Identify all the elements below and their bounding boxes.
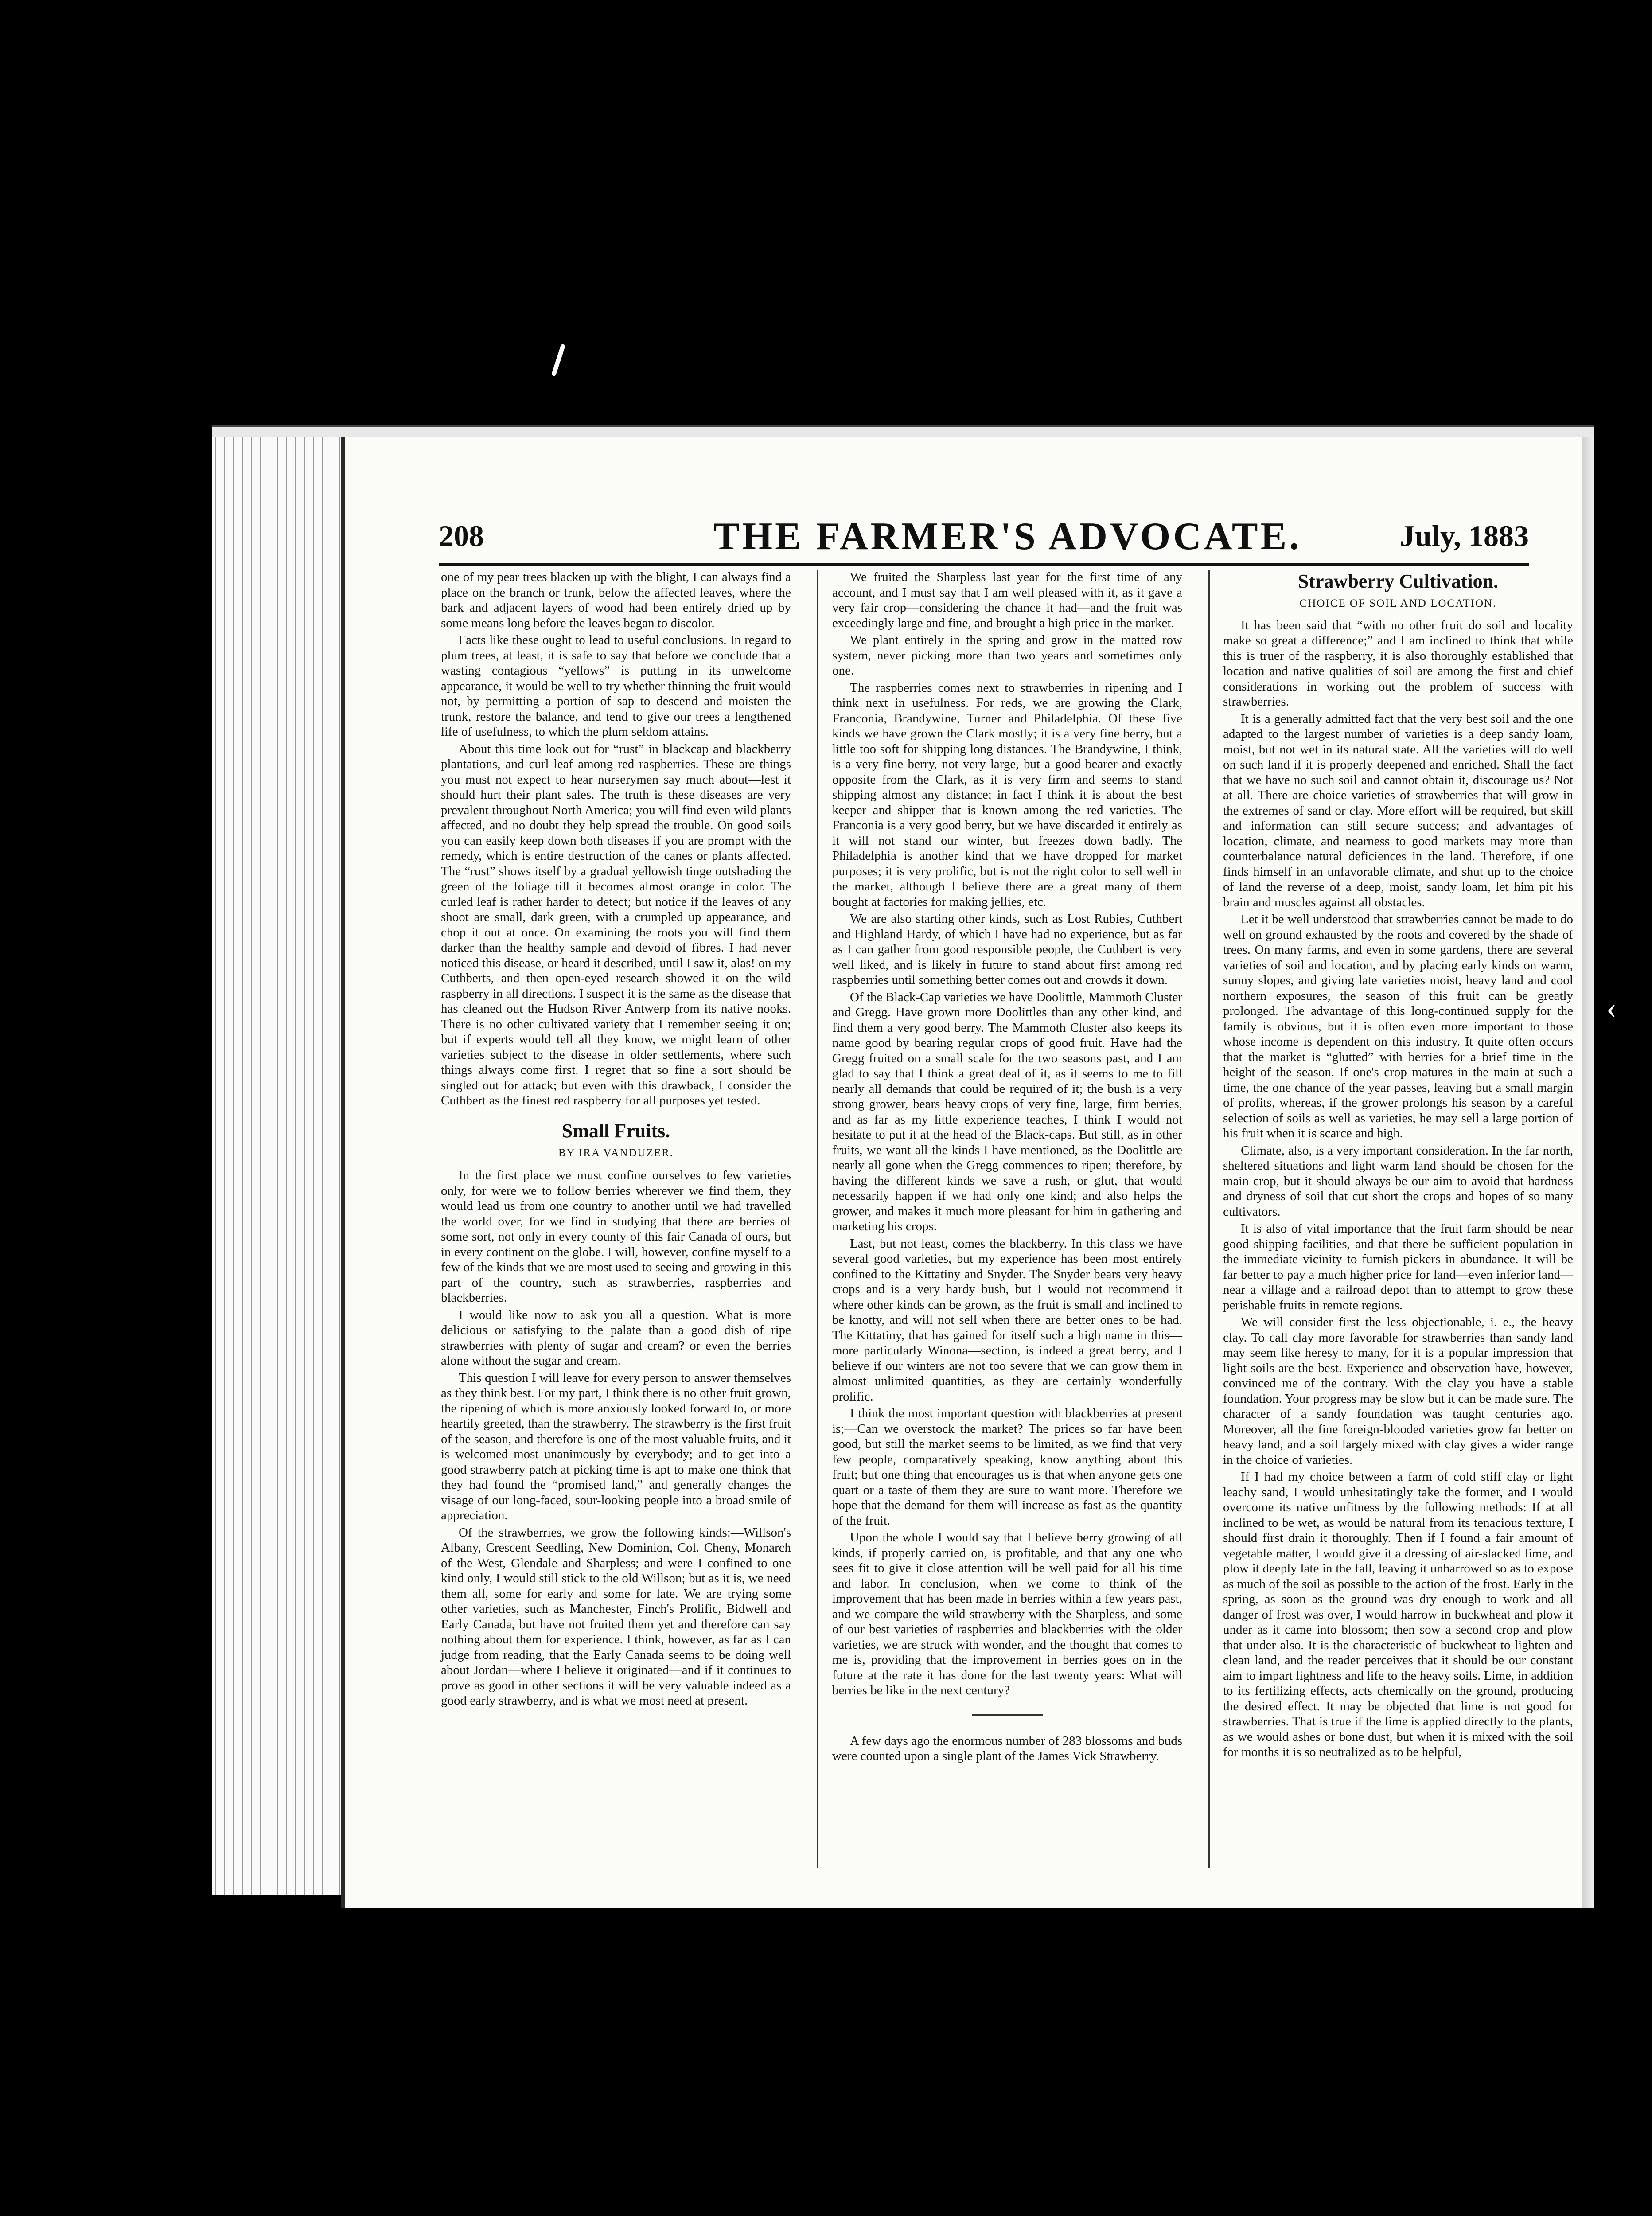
paragraph: It is a generally admitted fact that the very best soil and the one adapted to the largest number of varieties is a deep sandy loam, moist, but not wet in its natural state. All the varieties will do well on such land if it is properly deepened and enriched. Shall the fact that we have no such soil and cannot obtain it, discourage us? Not at all. There are choice varieties of strawberries that will grow in the extremes of sand or clay. More effort will be required, but skill and information can still secure success; and advantages of location, climate, and nearness to good markets may more than counterbalance natural deficiences in the land. Therefore, if one finds himself in an unfavorable climate, and shut up to the choice of land the reverse of a deep, moist, sandy loam, let him pit his brain and muscles against all obstacles. (1223, 711, 1573, 909)
page-right-edge (1582, 437, 1594, 1908)
book-binding (212, 437, 347, 1895)
article-title: Small Fruits. (561, 1120, 670, 1142)
paragraph: I think the most important question with blackberries at present is;—Can we overstock the market? The prices so far have been good, but still the market seems to be limited, as we find that very few people, comparatively speaking, know anything about this fruit; but one thing that encourages us is that when anyone gets one quart or a taste of them they are sure to want more. Therefore we hope that the demand for them will increase as fast as the quantity of the fruit. (832, 1406, 1182, 1528)
masthead-rule (439, 563, 1529, 566)
column-2 (832, 570, 1182, 1766)
paragraph: We plant entirely in the spring and grow in the matted row system, never picking more than two years and sometimes only one. (832, 633, 1182, 678)
paragraph: Last, but not least, comes the blackberry. In this class we have several good varieties, but my experience has been most entirely confined to the Kittatiny and Snyder. The Snyder bears very heavy crops and is a very hardy bush, but I would not recommend it where other kinds can be grown, as the fruit is small and inclined to be knotty, and will not sell when there are better ones to be had. The Kittatiny, that has gained for itself such a high name in this—more particularly Winona—section, is indeed a great berry, and I believe if our winters are not too severe that we can grow them in almost unlimited quantities, as they are certainly wonderfully prolific. (832, 1236, 1182, 1404)
paragraph: This question I will leave for every person to answer themselves as they think best. For my part, I think there is no other fruit grown, the ripening of which is more anxiously looked forward to, or more heartily greeted, than the strawberry. The strawberry is the first fruit of the season, and therefore is one of the most valuable fruits, and it is welcomed most unanimously by everybody; and to get into a good strawberry patch at picking time is apt to make one think that they had found the “promised land,” and generally changes the visage of our long-faced, sour-looking people into a broad smile of appreciation. (441, 1370, 791, 1522)
column-rule (1208, 570, 1210, 1868)
paragraph: Upon the whole I would say that I believe berry growing of all kinds, if properly carried on, is profitable, and that any one who sees fit to give it close attention will be well paid for all his time and labor. In conclusion, when we come to think of the improvement that has been made in berries within a few years past, and we compare the wild strawberry with the Sharpless, and some of our best varieties of raspberries and blackberries with the older varieties, we are struck with wonder, and the thought that comes to me is, providing that the improvement in berries goes on in the future at the rate it has done for the last twenty years: What will berries be like in the next century? (832, 1530, 1182, 1697)
issue-date: July, 1883 (1400, 519, 1529, 553)
column-1 (441, 570, 791, 1710)
paragraph: one of my pear trees blacken up with the blight, I can always find a place on the branch or trunk, below the affected leaves, where the bark and adjacent layers of wood had been entirely dried up by some means long before the leaves began to discolor. (441, 570, 791, 630)
paragraph: I would like now to ask you all a question. What is more delicious or satisfying to the palate than a good dish of ripe strawberries with plenty of sugar and cream? or even the berries alone without the sugar and cream. (441, 1307, 791, 1368)
column-3 (1223, 570, 1573, 1762)
paragraph: We will consider first the less objectionable, i. e., the heavy clay. To call clay more favorable for strawberries than sandy land may seem like heresy to many, for it is a popular impression that light soils are the best. Experience and observation have, however, convinced me of the contrary. With the clay you have a stable foundation. Your progress may be slow but it can be made sure. The character of a sandy foundation was taught centuries ago. Moreover, all the fine foreign-blooded varieties grow far better on heavy land, and a soil largely mixed with clay gives a wider range in the choice of varieties. (1223, 1315, 1573, 1467)
paragraph: Let it be well understood that strawberries cannot be made to do well on ground exhausted by the roots and covered by the shade of trees. On many farms, and even in some gardens, there are several varieties of soil and location, and by placing early kinds on warm, sunny slopes, and giving late varieties moist, heavy land and cool northern exposures, the season of this fruit can be greatly prolonged. The advantage of this long-continued supply for the family is obvious, but it is often even more important to those whose income is dependent on this industry. It quite often occurs that the market is “glutted” with berries for a brief time in the height of the season. If one's crop matures in the main at such a time, the one chance of the year passes, leaving but a small margin of profits, whereas, if the grower prolongs his season by a careful selection of soils as well as varieties, he may sell a large portion of his fruit when it is scarce and high. (1223, 912, 1573, 1140)
paragraph: About this time look out for “rust” in blackcap and blackberry plantations, and curl leaf among red raspberries. These are things you must not expect to hear nurserymen say much about—lest it should hurt their plant sales. The truth is these diseases are very prevalent throughout North America; you will find even wild plants affected, and no doubt they help spread the trouble. On good soils you can easily keep down both diseases if you are prompt with the remedy, which is entire destruction of the canes or plants affected. The “rust” shows itself by a gradual yellowish tinge outshading the green of the foliage till it becomes almost orange in color. The curled leaf is rather harder to detect; but notice if the leaves of any shoot are small, dark green, with a crumpled up appearance, and chop it out at once. On examining the roots you will find them darker than the healthy sample and devoid of fibres. I had never noticed this disease, or heard it described, until I saw it, alas! on my Cuthberts, and then open-eyed research showed it on the wild raspberry in all directions. I suspect it is the same as the disease that has cleaned out the Hudson River Antwerp from its native nooks. There is no other cultivated variety that I remember seeing it on; but if experts would tell all they know, we might learn of other varieties subject to the disease in older settlements, where such things always come first. I regret that so fine a sort should be singled out for attack; but even with this drawback, I consider the Cuthbert as the finest red raspberry for all purposes yet tested. (441, 741, 791, 1108)
masthead (439, 510, 1529, 563)
article-byline: BY IRA VANDUZER. (558, 1147, 674, 1159)
paragraph: We fruited the Sharpless last year for the first time of any account, and I must say that I am well pleased with it, as it gave a very fair crop—considering the chance it had—and the fruit was exceedingly large and fine, and brought a high price in the market. (832, 570, 1182, 630)
paragraph: We are also starting other kinds, such as Lost Rubies, Cuthbert and Highland Hardy, of which I have had no experience, but as far as I can gather from good responsible people, the Cuthbert is very well liked, and is likely in future to stand about first among red raspberries until something better comes out and crowds it down. (832, 912, 1182, 987)
paragraph: If I had my choice between a farm of cold stiff clay or light leachy sand, I would unhesitatingly take the former, and I would overcome its native unfitness by the following methods: If at all inclined to be wet, as would be natural from its tenacious texture, I should first drain it thoroughly. Then if I found a fair amount of vegetable matter, I would give it a dressing of air-slacked lime, and plow it deeply late in the fall, leaving it unharrowed so as to expose as much of the soil as possible to the action of the frost. Early in the spring, as soon as the ground was dry enough to work and all danger of frost was over, I would harrow in buckwheat and plow it under as it came into blossom; then sow a second crop and plow that under also. It is the characteristic of buckwheat to lighten and clean land, and the reader perceives that it should be our constant aim to impart lightness and life to the heavy soils. Lime, in addition to its fertilizing effects, acts chemically on the ground, producing the desired effect. It may be objected that lime is not good for strawberries. That is true if the lime is applied directly to the plants, as we would ashes or bone dust, but when it is mixed with the soil for months it is so neutralized as to be helpful, (1223, 1470, 1573, 1759)
page-number: 208 (439, 519, 484, 553)
article-title: Strawberry Cultivation. (1297, 570, 1499, 592)
paragraph: It has been said that “with no other fruit do soil and locality make so great a difference;” and I am inclined to think that while this is truer of the raspberry, it is also thoroughly established that location and native qualities of soil are among the first and chief considerations in working out the problem of success with strawberries. (1223, 618, 1573, 709)
column-rule (817, 570, 818, 1868)
paragraph: Of the strawberries, we grow the following kinds:—Willson's Albany, Crescent Seedling, New Dominion, Col. Cheny, Monarch of the West, Glendale and Sharpless; and were I confined to one kind only, I would still stick to the old Willson; but as it is, we need them all, some for early and some for late. We are trying some other varieties, such as Manchester, Finch's Prolific, Bidwell and Early Canada, but have not fruited them yet and therefore can say nothing about them for experience. I think, however, as far as I can judge from reading, that the Early Canada seems to be doing well about Jordan—where I believe it originated—and if it continues to prove as good in other sections it will be very valuable indeed as a good early strawberry, and is what we most need at present. (441, 1525, 791, 1708)
paragraph: The raspberries comes next to strawberries in ripening and I think next in usefulness. For reds, we are growing the Clark, Franconia, Brandywine, Turner and Philadelphia. Of these five kinds we have grown the Clark mostly; it is a very fine berry, but a little too soft for shipping long distances. The Brandywine, I think, is a very fine berry, not very large, but a good bearer and exactly opposite from the Clark, as it is very firm and seems to stand shipping almost any distance; in fact I think it is about the best keeper and shipper that is known among the red varieties. The Franconia is a very good berry, but we have discarded it entirely as it will not stand our winter, but freezes down badly. The Philadelphia is another kind that we have dropped for market purposes; it is very prolific, but is not the right color to sell well in the market, although I believe there are a great many of them bought at factories for making jellies, etc. (832, 680, 1182, 909)
journal-title: THE FARMER'S ADVOCATE. (713, 515, 1302, 558)
stray-mark (551, 343, 566, 376)
article-subhead: CHOICE OF SOIL AND LOCATION. (1299, 597, 1497, 609)
paragraph: Of the Black-Cap varieties we have Doolittle, Mammoth Cluster and Gregg. Have grown more Doolittles than any other kind, and find them a very good berry. The Mammoth Cluster also keeps its name good by bearing regular crops of good fruit. Have had the Gregg fruited on a small scale for the two seasons past, and I am glad to say that I think a great deal of it, as it seems to me to fill nearly all demands that could be required of it; the bush is a very strong grower, bears heavy crops of very fine, large, firm berries, and as far as my little experience teaches, I think I would not hesitate to put it at the head of the Black-caps. But still, as in other fruits, we want all the kinds I have mentioned, as the Doolittle are nearly all gone when the Gregg commences to ripen; therefore, by having the different kinds we save a rush, or glut, that would necessarily happen if we had only one kind; and also helps the grower, and makes it much more pleasant for him in gathering and marketing his crops. (832, 990, 1182, 1233)
paragraph: It is also of vital importance that the fruit farm should be near good shipping facilities, and that there be sufficient population in the immediate vicinity to furnish pickers in abundance. It will be far better to pay a much higher price for land—even inferior land—near a village and a railroad depot than to attempt to grow these perishable fruits in remote regions. (1223, 1221, 1573, 1312)
paragraph: Facts like these ought to lead to useful conclusions. In regard to plum trees, at least, it is safe to say that before we conclude that a wasting contagious “yellows” is putting in its unwelcome appearance, it would be well to try whether thinning the fruit would not, by permitting a portion of sap to descend and moisten the trunk, restore the balance, and tend to give our trees a lengthened life of usefulness, to which the plum seldom attains. (441, 633, 791, 739)
paragraph: Climate, also, is a very important consideration. In the far north, sheltered situations and light warm land should be chosen for the main crop, but it should always be our aim to avoid that hardness and dryness of soil that cut short the crops and hopes of so many cultivators. (1223, 1143, 1573, 1219)
margin-mark: ‹ (1606, 991, 1617, 1025)
note-paragraph: A few days ago the enormous number of 283 blossoms and buds were counted upon a single plant of the James Vick Strawberry. (832, 1733, 1182, 1763)
separator-rule (972, 1714, 1043, 1716)
paragraph: In the first place we must confine ourselves to few varieties only, for were we to follow berries wherever we find them, they would lead us from one country to another until we had travelled the world over, for we find in studying that there are berries of some sort, not only in every county of this fair Canada of ours, but in every continent on the globe. I will, however, confine myself to a few of the kinds that we are most used to seeing and growing in this part of the country, such as strawberries, raspberries and blackberries. (441, 1168, 791, 1305)
